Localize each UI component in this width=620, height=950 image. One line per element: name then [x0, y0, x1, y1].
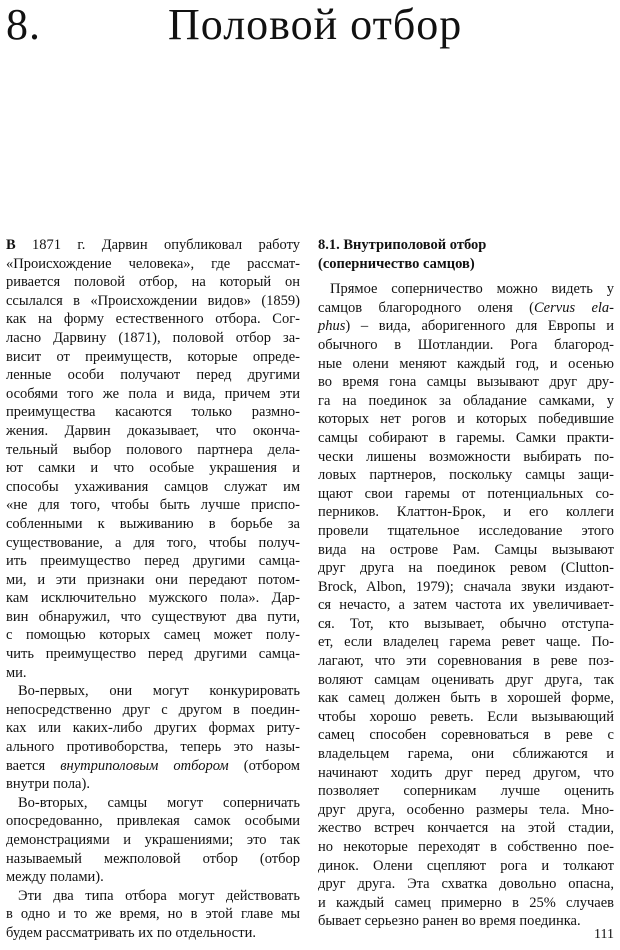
text-line: чески лишены возможности выбирать по-: [318, 448, 614, 465]
text-line: опосредованно, привлекая самок особыми: [6, 813, 300, 830]
text-line: способы ухаживания самцов служат им: [6, 478, 300, 495]
text-line: ласно Дарвину (1871), половой отбор за-: [6, 329, 300, 346]
text-line: друг друга. Эта схватка довольно опасна,: [318, 876, 614, 893]
chapter-number: 8.: [6, 0, 41, 49]
text-line: ет, если владелец гарема ревет чаще. По-: [318, 634, 614, 651]
section-body: [318, 280, 614, 931]
text-line: как на форму естественного отбора. Сог-: [6, 311, 300, 328]
text-line: Brock, Albon, 1979); сначала звуки издают-: [318, 578, 614, 595]
text-line: самец способен соревноваться в реве с: [318, 727, 614, 744]
text-line: вается внутриполовым отбором (отбором: [6, 757, 300, 774]
text-line: называемый межполовой отбор (отбор: [6, 850, 300, 867]
text-line: «не для того, чтобы быть лучше приспо-: [6, 497, 300, 514]
text-line: висит от преимуществ, которые опреде-: [6, 348, 300, 365]
text-line: будем рассматривать их по отдельности.: [6, 924, 256, 941]
text-line: чить преимущество перед другими самца-: [6, 646, 300, 663]
text-line: владельцем гарема, они сближаются и: [318, 746, 614, 763]
text-line: жения. Дарвин доказывает, что оконча-: [6, 422, 300, 439]
text-line: преимущества касаются только размно-: [6, 404, 300, 421]
chapter-title: Половой отбор: [168, 0, 463, 49]
text-line: самцы собирают в гаремы. Самки практи-: [318, 429, 614, 446]
text-line: как самец должен быть в хорошей форме,: [318, 690, 614, 707]
text-line: phus) – вида, аборигенного для Европы и: [318, 318, 614, 335]
text-line: существование, а для того, чтобы получ-: [6, 534, 300, 551]
text-line: Во-вторых, самцы могут соперничать: [18, 794, 300, 811]
text-line: ловых партнеров, поскольку самцы защи-: [318, 467, 614, 484]
text-line: ют самки и что особые украшения и: [6, 460, 300, 477]
text-line: Эти два типа отбора могут действовать: [18, 887, 300, 904]
text-line: провели тщательное исследование этого: [318, 522, 614, 539]
left-column: [6, 236, 300, 943]
text-line: Прямое соперничество можно видеть у: [330, 281, 614, 298]
text-line: кам исключительно мужского пола». Дар-: [6, 590, 300, 607]
text-line: тельный выбор полового партнера дела-: [6, 441, 300, 458]
text-line: которых нет рогов и которых победившие: [318, 411, 614, 428]
drop-cap: В: [6, 237, 16, 253]
text-line: с помощью которых самец может полу-: [6, 627, 300, 644]
text-line: ривается половой отбор, на который он: [6, 274, 300, 291]
text-line: собленными к выживанию в борьбе за: [6, 515, 300, 532]
text-line: динок. Олени сцепляют рога и толкают: [318, 857, 614, 874]
section-heading: [318, 236, 614, 273]
page-number: 111: [594, 927, 614, 942]
text-line: ми, и эти признаки они передают потом-: [6, 571, 300, 588]
text-line: вин обнаружил, что существуют два пути,: [6, 608, 300, 625]
text-line: демонстрациями и украшениями; это так: [6, 832, 300, 848]
text-line: ся нечасто, а затем частота их увеличивает-: [318, 597, 614, 614]
text-line: жество встреч кончается на этой стадии,: [318, 820, 614, 837]
text-line: га на поединок за обладание самками, у: [318, 392, 614, 409]
text-line: бывает серьезно ранен во время поединка.: [318, 913, 581, 930]
text-line: воляют самцам оценивать друг друга, так: [318, 671, 614, 688]
text-line: во время гона самцы вызывают друг дру-: [318, 374, 614, 391]
text-line: ссылался в «Происхождении видов» (1859): [6, 292, 300, 309]
text-line: лагают, что эти соревнования в реве поз-: [318, 653, 614, 670]
text-line: ального противоборства, теперь это назы-: [6, 739, 300, 756]
text-line: ленные особи получают перед другими: [6, 367, 300, 384]
text-line: самцов благородного оленя (Cervus ela-: [318, 299, 615, 316]
section-heading-line: (соперничество самцов): [318, 255, 475, 272]
text-line: Во-первых, они могут конкурировать: [18, 683, 300, 700]
text-line: позволяет соперникам лучше оценить: [318, 783, 614, 800]
text-line: друг друга, особенно размеры тела. Мно-: [318, 801, 614, 818]
text-line-content: 1871 г. Дарвин опубликовал работу: [15, 237, 300, 253]
text-line: непосредственно друг с другом в поедин-: [6, 701, 300, 718]
text-line: в одно и то же время, но в этой главе мы: [6, 906, 300, 923]
text-line: ках или каких-либо других формах риту-: [6, 720, 300, 737]
text-line: внутри пола).: [6, 776, 90, 793]
text-line: но некоторые переходят в собственно пое-: [318, 839, 614, 855]
text-line: особями того же пола и вида, причем эти: [6, 385, 300, 402]
text-line: щают свои гаремы от потенциальных со-: [318, 485, 614, 502]
text-line: ить преимущество перед другими самца-: [6, 553, 300, 570]
text-line: ми.: [6, 664, 27, 681]
text-line: чтобы хорошо реветь. Если вызывающий: [318, 708, 614, 725]
text-line: между полами).: [6, 869, 104, 886]
text-line: перников. Клаттон-Брок, и его коллеги: [318, 504, 614, 521]
right-column: [318, 236, 614, 931]
section-heading-line: 8.1. Внутриполовой отбор: [318, 237, 487, 253]
text-line: [6, 236, 300, 255]
text-line: обычного в Шотландии. Рога благород-: [318, 336, 614, 353]
text-line: и каждый самец примерно в 25% случаев: [318, 894, 614, 911]
text-line: ся. Тот, кто вызывает, обычно отступа-: [318, 615, 614, 632]
text-line: друг друга на поединок ревом (Clutton-: [318, 560, 614, 577]
text-line: вида на острове Рам. Самцы вызывают: [318, 541, 614, 558]
text-line: «Происхождение человека», где рассмат-: [6, 255, 300, 272]
text-line: ные олени меняют каждый год, и осенью: [318, 355, 614, 372]
text-line: начинают ходить друг перед другом, что: [318, 764, 614, 781]
